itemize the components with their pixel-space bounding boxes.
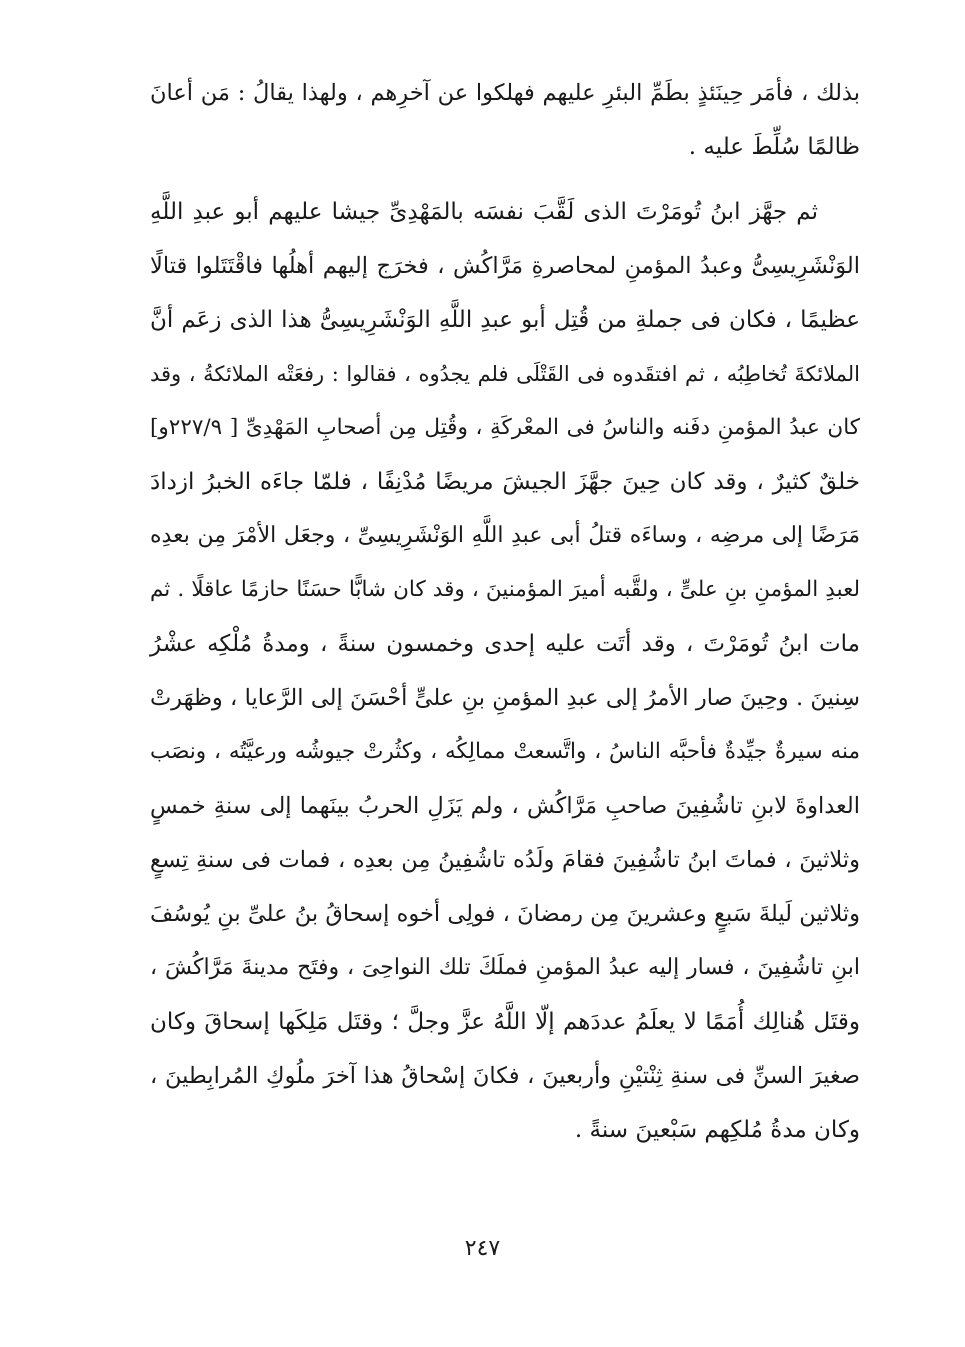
text-line: عظيمًا ، فكان فى جملةِ من قُتِل أبو عبدِ اللَّهِ الوَنْشَرِيسِىُّ هذا الذى زعَم أنَّ [150,307,860,333]
text-line: كان عبدُ المؤمنِ دفَنه والناسُ فى المعْركَةِ ، وقُتِل مِن أصحابِ المَهْدِىِّ [ ٢٢٧/٩و] [150,415,860,440]
text-line: مات ابنُ تُومَرْتَ ، وقد أتَت عليه إحدى وخمسون سنةً ، ومدةُ مُلْكِه عشْرُ [150,631,860,657]
text-line: صغيرَ السنِّ فى سنةِ ثِنْتيْنِ وأربعينَ ، فكانَ إسْحاقُ هذا آخرَ ملُوكِ المُرابِطينَ ، [150,1063,860,1089]
text-line: وثلاثينَ ، فماتَ ابنُ تاشُفِينَ فقامَ ولَدُه تاشُفِينُ مِن بعدِه ، فمات فى سنةِ تِسعٍ [150,847,860,873]
text-line: لعبدِ المؤمنِ بنِ علىٍّ ، ولقَّبه أميرَ المؤمنينَ ، وقد كان شابًّا حسَنًا حازمًا عاقلًا . ثم [150,577,860,602]
text-line: خلقٌ كثيرٌ ، وقد كان حِينَ جهَّزَ الجيشَ مريضًا مُدْنِفًا ، فلمّا جاءَه الخبرُ ازدادَ [150,469,860,495]
paragraph-2 [150,185,860,1157]
text-line: العداوةَ لابنِ تاشُفِينَ صاحبِ مَرَّاكُش ، ولم يَزَلِ الحربُ بينَهما إلى سنةِ خمسٍ [150,793,860,819]
text-line: وثلاثين لَيلةَ سَبعٍ وعشرينَ مِن رمضانَ ، فولِى أخوه إسحاقُ بنُ علىِّ بنِ يُوسُفَ [150,901,860,927]
text-line: منه سيرةٌ جيِّدةٌ فأحبَّه الناسُ ، واتَّسعتْ ممالِكُه ، وكثُرتْ جيوشُه ورعيَّتُه ، ونصَب [150,739,860,764]
text-line: بذلك ، فأمَر حِينَئذٍ بطَمِّ البئرِ عليهم فهلكوا عن آخرِهم ، ولهذا يقالُ : مَن أعانَ [150,80,860,106]
text-line: ظالمًا سُلِّطَ عليه . [688,134,860,160]
text-line: ثم جهَّز ابنُ تُومَرْتَ الذى لَقَّبَ نفسَه بالمَهْدِىِّ جيشا عليهم أبو عبدِ اللَّهِ [150,199,818,225]
text-line: الملائكةَ تُخاطِبُه ، ثم افتقَدوه فى القَتْلَى فلم يجدُوه ، فقالوا : رفعَتْه الملائكةُ ، وقد [150,362,860,386]
page-number: ٢٤٧ [464,1236,501,1261]
paragraph-1 [150,66,860,174]
text-line: الوَنْشَرِيسِىُّ وعبدُ المؤمنِ لمحاصرةِ مَرَّاكُش ، فخرَج إليهم أهلُها فاقْتَتَلوا قتالًا [150,253,860,279]
text-line: وكان مدةُ مُلكِهم سَبْعينَ سنةً . [574,1117,860,1143]
text-line: وقتَل هُنالِك أُمَمًا لا يعلَمُ عددَهم إلّا اللَّهُ عزَّ وجلَّ ؛ وقتَل مَلِكَها إسحاقَ وكان [150,1009,860,1035]
text-line: ابنِ تاشُفِينَ ، فسار إليه عبدُ المؤمنِ فملَكَ تلك النواحِىَ ، وفتَح مدينةَ مَرَّاكُشَ ، [150,955,860,980]
text-line: مَرَضًا إلى مرضِه ، وساءَه قتلُ أبى عبدِ اللَّهِ الوَنْشَرِيسِىِّ ، وجعَل الأمْرَ مِن بعدِه [150,523,860,548]
text-line: سِنينَ . وحِينَ صار الأمرُ إلى عبدِ المؤمنِ بنِ علىٍّ أحْسَنَ إلى الرَّعايا ، وظهَرتْ [150,685,860,711]
